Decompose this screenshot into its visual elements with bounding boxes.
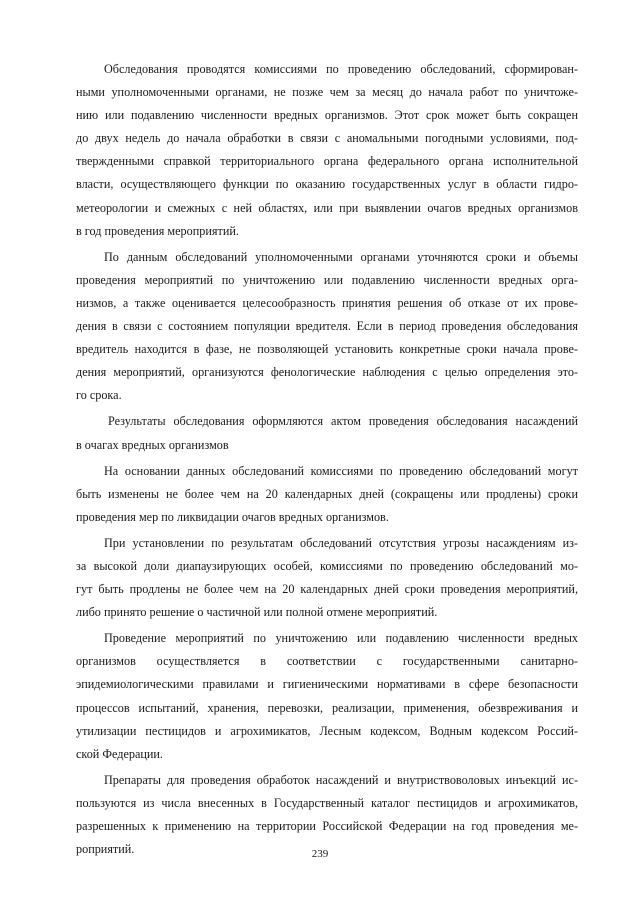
text-line: разрешенных к применению на территории Российской Федерации на год проведения ме- <box>76 819 578 833</box>
text-line: быть изменены не более чем на 20 календарных дней (сокращены или продлены) сроки <box>76 486 578 501</box>
text-line: метеорологии и смежных с ней областях, или при выявлении очагов вредных организмов <box>76 200 578 215</box>
text-line: го срока. <box>76 388 122 403</box>
text-line: гут быть продлены не более чем на 20 календарных дней сроки проведения мероприятий, <box>76 582 578 597</box>
text-line: дения мероприятий, организуются фенологические наблюдения с целью определения это- <box>76 365 578 380</box>
paragraph-survey-results <box>76 410 578 456</box>
text-line: низмов, а также оценивается целесообразность принятия решения об отказе от их прове- <box>76 295 578 310</box>
text-line: эпидемиологическими правилами и гигиеническими нормативами в сфере безопасности <box>76 677 578 692</box>
text-line: твержденными справкой территориального органа федерального органа исполнительной <box>76 154 578 169</box>
text-line: При установлении по результатам обследований отсутствия угрозы насаждениям из- <box>104 535 578 550</box>
text-line: Препараты для проведения обработок насаждений и внутриствоволовых инъекций ис- <box>104 772 578 787</box>
text-line: Обследования проводятся комиссиями по проведению обследований, сформирован- <box>104 62 578 76</box>
text-line: нию или подавлению численности вредных организмов. Этот срок может быть сокращен <box>76 108 578 123</box>
text-line: Проведение мероприятий по уничтожению или подавлению численности вредных <box>104 631 578 646</box>
text-line: проведения мер по ликвидации очагов вредных организмов. <box>76 509 389 524</box>
text-line: пользуются из числа внесенных в Государственный каталог пестицидов и агрохимикатов, <box>76 795 578 810</box>
paragraph-sanitary-rules <box>76 627 578 766</box>
text-line: в год проведения мероприятий. <box>76 223 239 238</box>
text-line: утилизации пестицидов и агрохимикатов, Лесным кодексом, Водным кодексом Россий- <box>76 723 578 738</box>
text-line: ными уполномоченными органами, не позже чем за месяц до начала работ по уничтоже- <box>76 85 578 100</box>
text-line: проведения мероприятий по уничтожению или подавлению численности вредных орга- <box>76 272 578 287</box>
paragraph-deadline-changes <box>76 460 578 529</box>
text-line: По данным обследований уполномоченными органами уточняются сроки и объемы <box>104 249 578 264</box>
text-line: в очагах вредных организмов <box>76 437 229 452</box>
text-line: ской Федерации. <box>76 746 163 761</box>
text-line: власти, осуществляющего функции по оказанию государственных услуг в области гидро- <box>76 177 578 192</box>
text-line: дения в связи с состоянием популяции вредителя. Если в период проведения обследования <box>76 319 578 334</box>
paragraph-no-threat <box>76 532 578 624</box>
page-number: 239 <box>311 848 329 860</box>
text-line: за высокой доли диапаузирующих особей, комиссиями по проведению обследований мо- <box>76 558 578 573</box>
text-line: либо принято решение о частичной или полной отмене мероприятий. <box>76 605 438 620</box>
text-line: до двух недель до начала обработки в связи с аномальными погодными условиями, под- <box>76 131 578 146</box>
text-line: Результаты обследования оформляются актом проведения обследования насаждений <box>108 414 578 429</box>
paragraph-surveys-conducted <box>76 58 578 243</box>
paragraph-survey-data <box>76 246 578 408</box>
text-line: вредитель находится в фазе, не позволяющей установить конкретные сроки начала прове- <box>76 342 578 357</box>
document-body <box>76 58 578 861</box>
text-line: роприятий. <box>76 842 135 857</box>
text-line: На основании данных обследований комиссиями по проведению обследований могут <box>104 463 578 478</box>
text-line: организмов осуществляется в соответствии с государственными санитарно- <box>76 654 578 669</box>
text-line: процессов испытаний, хранения, перевозки, реализации, применения, обезвреживания и <box>76 700 578 715</box>
